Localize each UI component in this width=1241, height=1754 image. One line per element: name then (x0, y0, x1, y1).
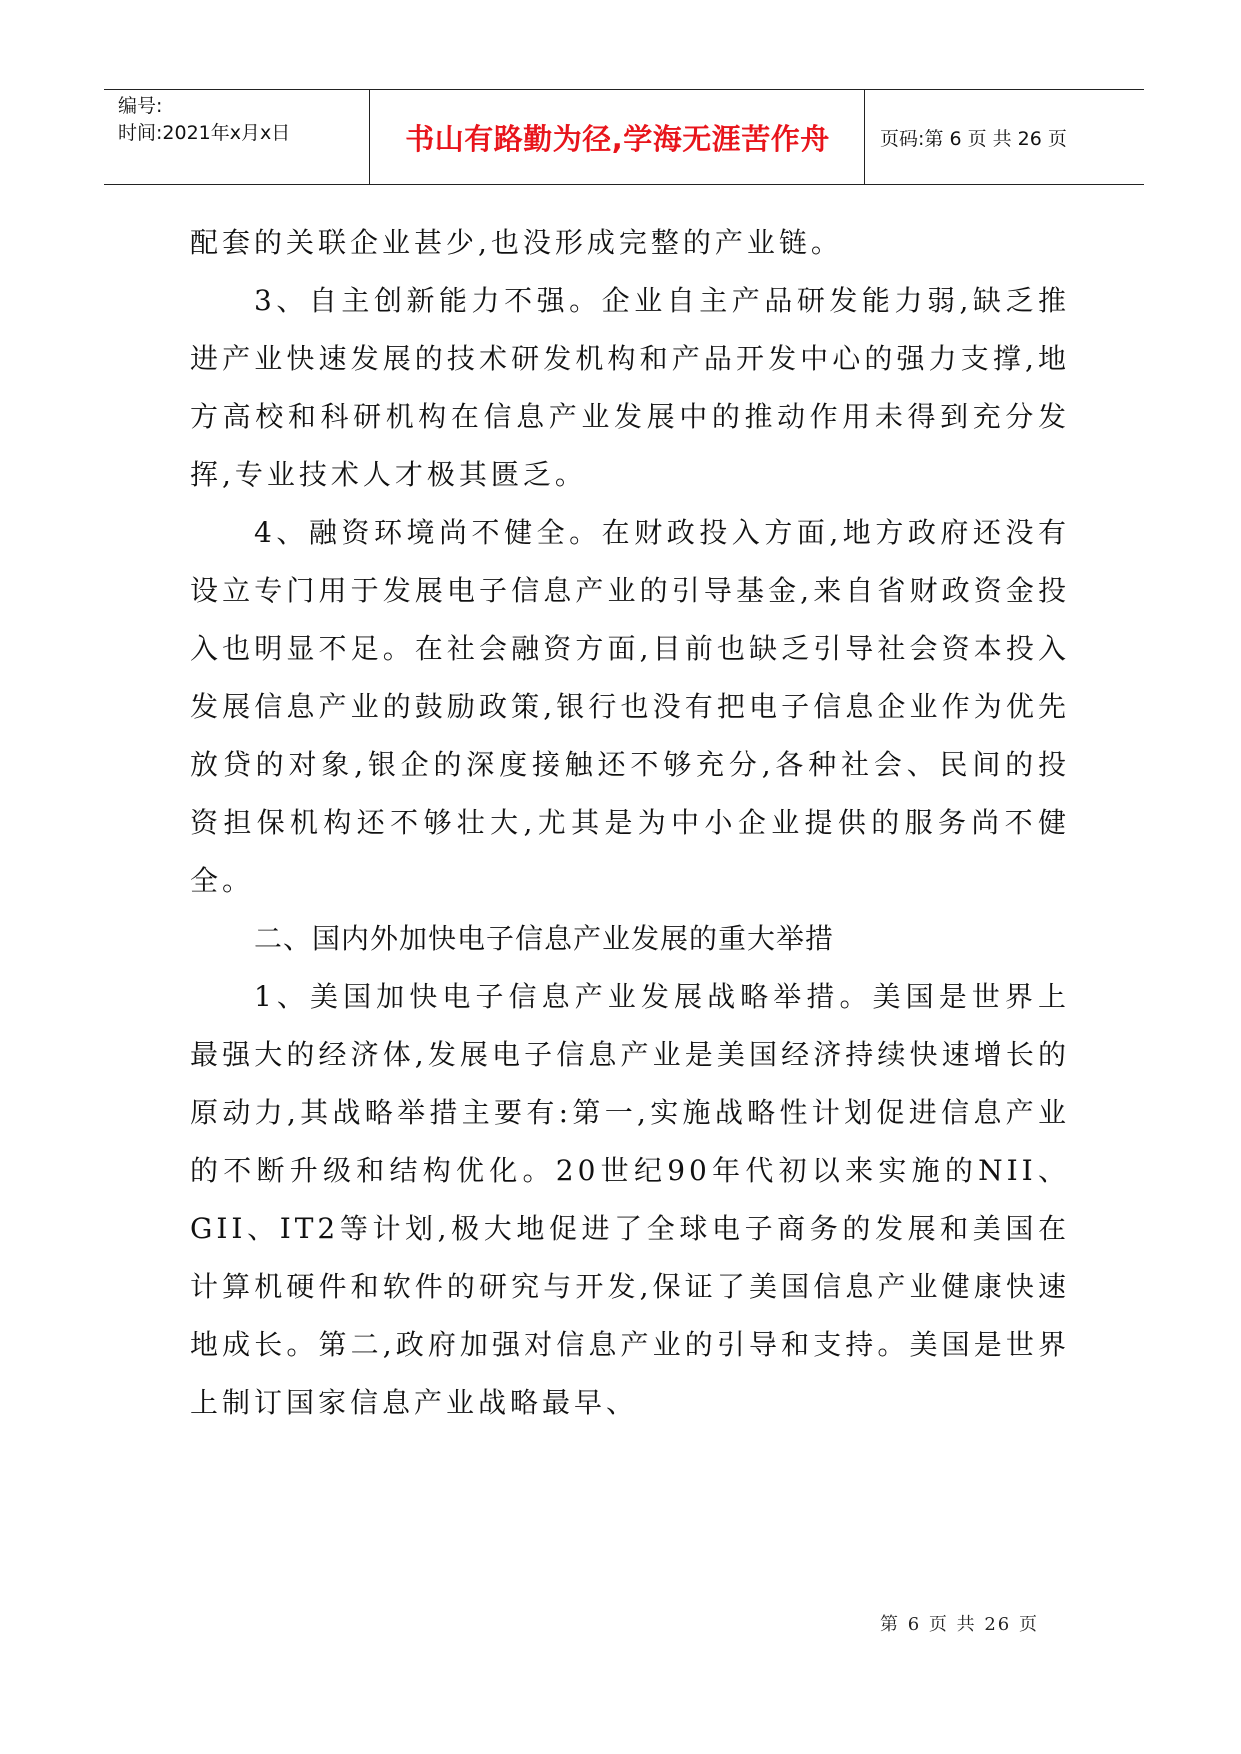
paragraph: 4、融资环境尚不健全。在财政投入方面,地方政府还没有设立专门用于发展电子信息产业的引导基金,来自省财政资金投入也明显不足。在社会融资方面,目前也缺乏引导社会资本投入发展信息产业的鼓励政策,银行也没有把电子信息企业作为优先放贷的对象,银企的深度接触还不够充分,各种社会、民间的投资担保机构还不够壮大,尤其是为中小企业提供的服务尚不健全。 (190, 516, 1070, 897)
paragraph: 3、自主创新能力不强。企业自主产品研发能力弱,缺乏推进产业快速发展的技术研发机构和产品开发中心的强力支撑,地方高校和科研机构在信息产业发展中的推动作用未得到充分发挥,专业技术人才极其匮乏。 (190, 284, 1070, 491)
document-number-label: 编号: (118, 95, 163, 117)
page-footer: 第 6 页 共 26 页 (880, 1614, 1039, 1635)
header-meta-cell (104, 90, 370, 184)
paragraph: 配套的关联企业甚少,也没形成完整的产业链。 (190, 226, 843, 259)
document-time-label: 时间:2021年x月x日 (118, 122, 291, 144)
paragraph: 1、美国加快电子信息产业发展战略举措。美国是世界上最强大的经济体,发展电子信息产业是美国经济持续快速增长的原动力,其战略举措主要有:第一,实施战略性计划促进信息产业的不断升级和结构优化。20世纪90年代初以来实施的NII、GII、IT2等计划,极大地促进了全球电子商务的发展和美国在计算机硬件和软件的研究与开发,保证了美国信息产业健康快速地成长。第二,政府加强对信息产业的引导和支持。美国是世界上制订国家信息产业战略最早、 (190, 980, 1070, 1419)
section-heading: 二、国内外加快电子信息产业发展的重大举措 (254, 922, 835, 955)
page-header (104, 89, 1144, 185)
header-motto: 书山有路勤为径,学海无涯苦作舟 (371, 90, 865, 184)
header-page-number: 页码:第 6 页 共 26 页 (880, 127, 1067, 150)
document-body (190, 214, 1070, 1432)
